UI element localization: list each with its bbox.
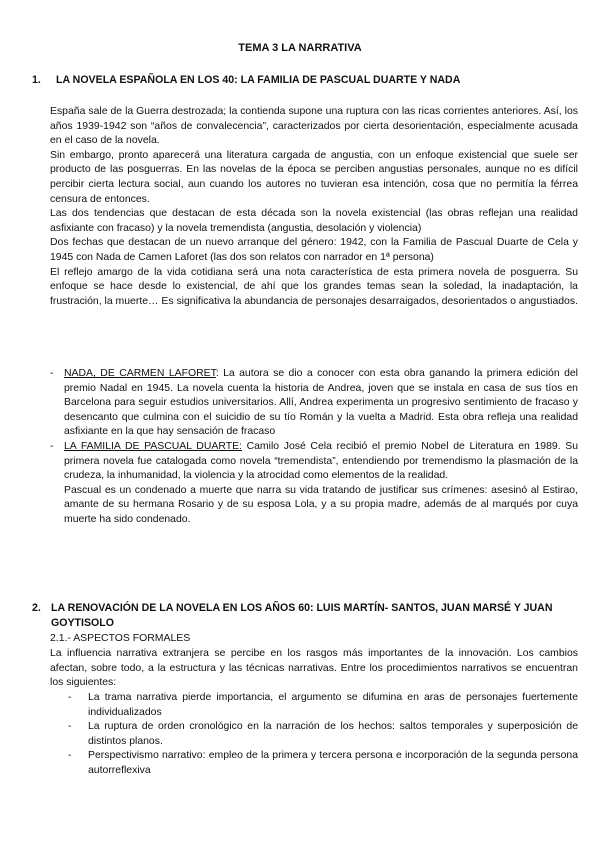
- list-item-nada: [50, 367, 578, 440]
- paragraph: El reflejo amargo de la vida cotidiana será una nota característica de esta primera novela de posguerra. Su enfoque se hace desde lo existencial, de ahí que los grandes temas sean la soledad, la inadaptación, la frustración, la muerte… Es significativa la abundancia de personajes desarraigados, desorientados o angustiados.: [50, 266, 578, 307]
- list-item: [66, 720, 578, 749]
- section-2-heading-text: LA RENOVACIÓN DE LA NOVELA EN LOS AÑOS 60: LUIS MARTÍN- SANTOS, JUAN MARSÉ Y JUAN GOYTISOLO: [51, 602, 553, 629]
- paragraph: Las dos tendencias que destacan de esta década son la novela existencial (las obras reflejan una realidad asfixiante con fracaso) y la novela tremendista (angustia, desolación y violencia): [50, 208, 578, 234]
- paragraph: Sin embargo, pronto aparecerá una literatura cargada de angustia, con un enfoque existencial que suele ser producto de las posguerras. En las novelas de la época se perciben angustias personales, aunque no es difícil percibir cierta lectura social, aun cuando los autores no tuvieran esa intención, cosa que no permitía la férrea censura de entonces.: [50, 149, 578, 205]
- section-1-number: 1.: [32, 74, 41, 86]
- paragraph: España sale de la Guerra destrozada; la contienda supone una ruptura con las ricas corrientes anteriores. Así, los años 1939-1942 son “años de convalecencia”, caracterizados por cierta desorientación, especialmente acusada en el caso de la novela.: [50, 106, 578, 147]
- dash-bullet: -: [68, 692, 72, 703]
- document-title: TEMA 3 LA NARRATIVA: [238, 42, 362, 54]
- dash-bullet: -: [68, 750, 72, 762]
- subsection-heading: 2.1.- ASPECTOS FORMALES: [50, 633, 191, 644]
- novel-list: [50, 367, 578, 528]
- section-1-heading: [32, 73, 580, 88]
- list-item: [66, 749, 578, 778]
- list-item-text: La trama narrativa pierde importancia, el argumento se difumina en aras de personajes fuertemente individualizados: [88, 692, 578, 718]
- nada-text: : La autora se dio a conocer con esta obra ganando la primera edición del premio Nadal en 1945. La novela cuenta la historia de Andrea, joven que se instala en casa de sus tíos en Barcelona para seguir estudios universitarios. Allí, Andrea experimenta un progresivo sentimiento de fracaso y desencanto que culmina con el suicidio de su tío Román y la vuelta a Madrid. Esta obra refleja una realidad asfixiante en la que hay sensación de fracaso: [64, 368, 578, 438]
- pascual-duarte-title: LA FAMILIA DE PASCUAL DUARTE:: [64, 440, 242, 452]
- dash-bullet: -: [50, 440, 54, 452]
- paragraph: La influencia narrativa extranjera se percibe en los rasgos más importantes de la innovación. Los cambios afectan, sobre todo, a la estructura y las técnicas narrativas. Entre los procedimientos narrativos se encuentran los siguientes:: [50, 648, 578, 689]
- section-1-body: [50, 105, 578, 309]
- dash-bullet: -: [68, 721, 72, 733]
- dash-bullet: -: [50, 368, 54, 379]
- paragraph: Dos fechas que destacan de un nuevo arranque del género: 1942, con la Familia de Pascual Duarte de Cela y 1945 con Nada de Camen Laforet (las dos son relatos con narrador en 1ª persona): [50, 237, 578, 263]
- list-item-text: La ruptura de orden cronológico en la narración de los hechos: saltos temporales y superposición de distintos planos.: [88, 721, 578, 747]
- pascual-duarte-text: Camilo José Cela recibió el premio Nobel de Literatura en 1989. Su primera novela fue catalogada como novela “tremendista”, entendiendo por tremendismo la plasmación de la crudeza, la inhumanidad, la violencia y la atrocidad como elementos de la realidad.: [64, 440, 578, 482]
- nada-title: NADA, DE CARMEN LAFORET: [64, 368, 216, 379]
- list-item: [66, 691, 578, 720]
- pascual-duarte-summary: Pascual es un condenado a muerte que narra su vida tratando de justificar sus crímenes: asesinó al Estirao, amante de su hermana Rosario y de su esposa Lola, y a su propia madre, además de al marqués por cuya muerte ha sido condenado.: [64, 484, 578, 525]
- narrative-procedures-list: [66, 691, 578, 779]
- list-item-pascual-duarte: [50, 440, 578, 528]
- section-2-number: 2.: [32, 602, 41, 614]
- section-2-heading: [32, 601, 599, 631]
- section-2-body: [50, 647, 578, 691]
- section-1-heading-text: LA NOVELA ESPAÑOLA EN LOS 40: LA FAMILIA DE PASCUAL DUARTE Y NADA: [56, 74, 461, 86]
- list-item-text: Perspectivismo narrativo: empleo de la primera y tercera persona e incorporación de la segunda persona autorreflexiva: [88, 750, 578, 776]
